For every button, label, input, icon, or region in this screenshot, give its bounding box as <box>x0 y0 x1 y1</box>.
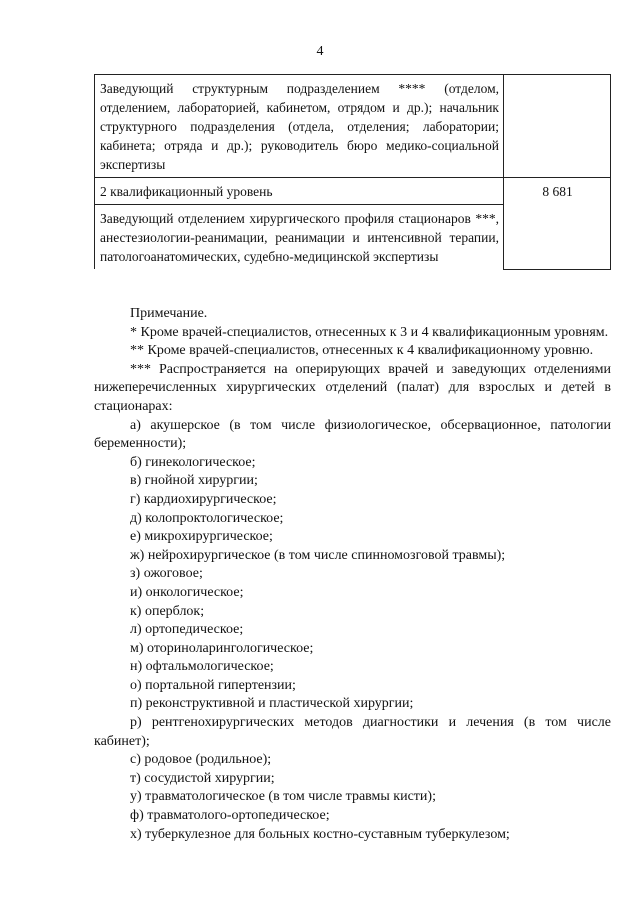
list-item: ф) травматолого-ортопедическое; <box>130 808 330 824</box>
list-item: м) оториноларингологическое; <box>130 640 314 656</box>
list-item: ж) нейрохирургическое (в том числе спинномозговой травмы); <box>130 547 506 563</box>
note-paragraph: ** Кроме врачей-специалистов, отнесенных к 4 квалификационному уровню. <box>130 343 594 359</box>
list-item: е) микрохирургическое; <box>130 529 273 545</box>
list-item: у) травматологическое (в том числе травмы кисти); <box>130 789 436 805</box>
note-paragraph: * Кроме врачей-специалистов, отнесенных к 3 и 4 квалификационным уровням. <box>130 324 609 340</box>
notes-heading: Примечание. <box>130 306 208 321</box>
list-item: д) колопроктологическое; <box>130 510 284 526</box>
list-item: п) реконструктивной и пластической хирургии; <box>130 696 414 712</box>
table-cell-position: Заведующий структурным подразделением **** (отделом, отделением, лабораторией, кабинетом, отрядом и др.); начальник структурного подразделения (отдела, отделения; лаборатории; кабинета; отряда и др.); руководитель бюро медико-социальной экспертизы <box>95 75 504 178</box>
note-paragraph: *** Распространяется на оперирующих врачей и заведующих отделениями нижеперечисленных хирургических отделений (палат) для взрослых и детей в стационарах: <box>94 361 611 414</box>
list-item: л) ортопедическое; <box>130 622 244 638</box>
table-cell-level: 2 квалификационный уровень <box>95 178 504 205</box>
list-item: в) гнойной хирургии; <box>130 473 258 489</box>
list-item: о) портальной гипертензии; <box>130 677 296 693</box>
list-item: г) кардиохирургическое; <box>130 491 277 507</box>
table-cell-salary <box>504 75 611 178</box>
list-item: и) онкологическое; <box>130 584 244 600</box>
table-row <box>95 178 611 205</box>
list-item: н) офтальмологическое; <box>130 659 274 675</box>
notes-section <box>94 305 611 844</box>
list-item: к) оперблок; <box>130 603 205 619</box>
table-row <box>95 75 611 178</box>
list-item: а) акушерское (в том числе физиологическое, обсервационное, патологии беременности); <box>94 417 611 452</box>
list-item: б) гинекологическое; <box>130 454 256 470</box>
list-item: х) туберкулезное для больных костно-суставным туберкулезом; <box>130 826 510 842</box>
page-number: 4 <box>316 44 324 59</box>
list-item: з) ожоговое; <box>130 566 203 582</box>
list-item: с) родовое (родильное); <box>130 752 272 768</box>
qualification-table <box>94 74 611 270</box>
table-cell-salary: 8 681 <box>504 178 611 270</box>
list-item: р) рентгенохирургических методов диагностики и лечения (в том числе кабинет); <box>94 715 611 749</box>
table-cell-position: Заведующий отделением хирургического профиля стационаров ***, анестезиологии-реанимации, реанимации и интенсивной терапии, патологоанатомических, судебно-медицинской экспертизы <box>95 205 504 270</box>
list-item: т) сосудистой хирургии; <box>130 770 275 786</box>
